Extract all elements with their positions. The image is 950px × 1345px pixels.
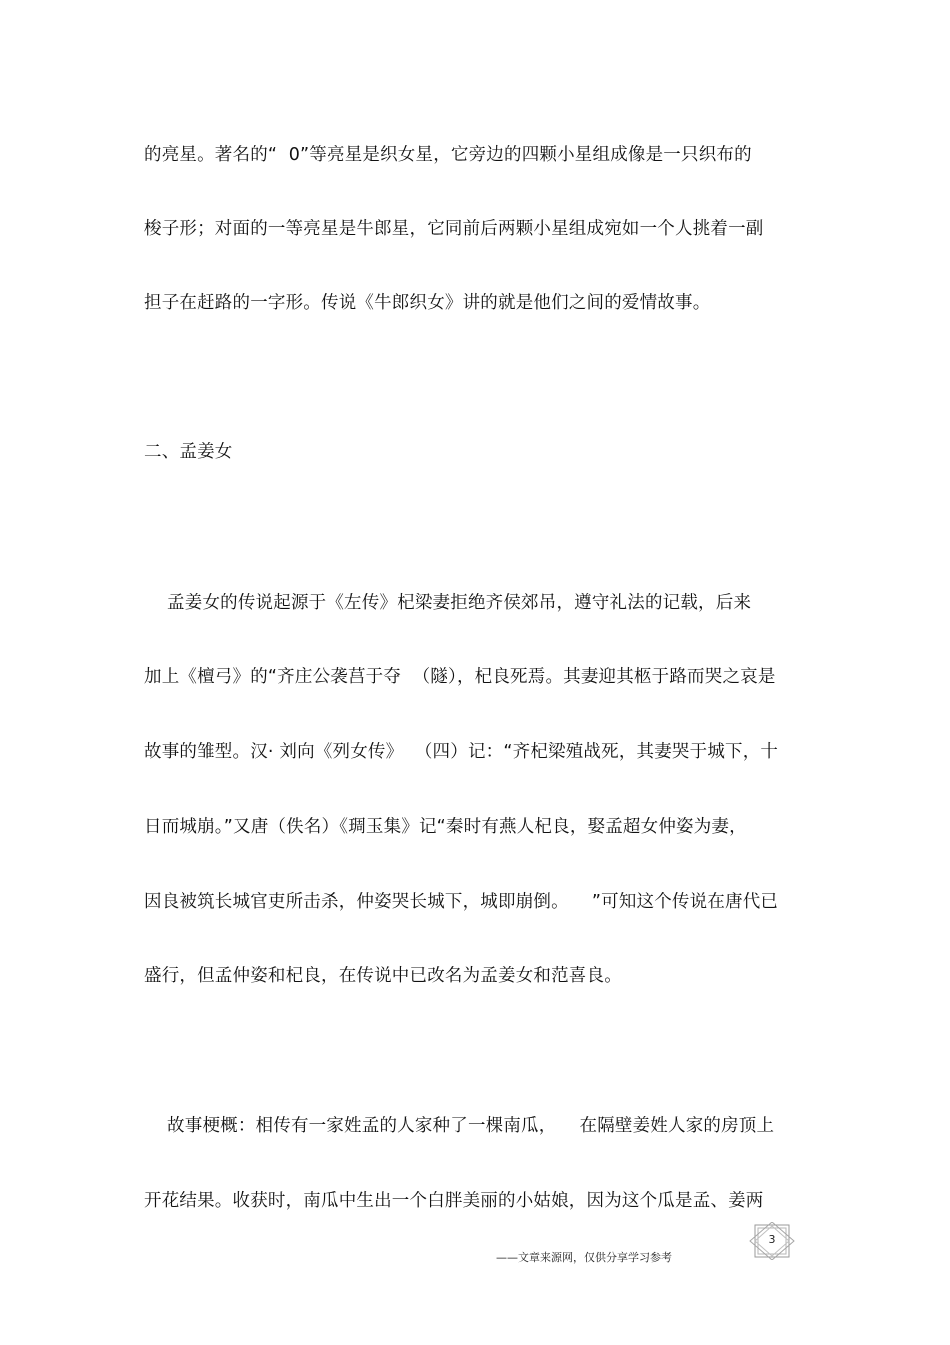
paragraph-line: 梭子形；对面的一等亮星是牛郎星，它同前后两颗小星组成宛如一个人挑着一副 (144, 219, 764, 239)
paragraph-line: 故事梗概：相传有一家姓孟的人家种了一棵南瓜， 在隔壁姜姓人家的房顶上 (144, 1116, 775, 1136)
paragraph-line: 孟姜女的传说起源于《左传》杞梁妻拒绝齐侯郊吊，遵守礼法的记载，后来 (144, 593, 752, 613)
paragraph-line: 开花结果。收获时，南瓜中生出一个白胖美丽的小姑娘，因为这个瓜是孟、姜两 (144, 1191, 764, 1211)
page-number: 3 (768, 1233, 776, 1246)
page-number-badge (748, 1222, 796, 1260)
paragraph-line: 盛行，但孟仲姿和杞良，在传说中已改名为孟姜女和范喜良。 (144, 966, 622, 986)
paragraph-line: 的亮星。著名的“ 0”等亮星是织女星，它旁边的四颗小星组成像是一只织布的 (144, 145, 752, 165)
section-heading: 二、孟姜女 (144, 442, 233, 462)
paragraph-line: 加上《檀弓》的“齐庄公袭莒于夺 （隧），杞良死焉。其妻迎其柩于路而哭之哀是 (144, 667, 776, 687)
footer-source-note: ——文章来源网，仅供分享学习参考 (496, 1251, 672, 1264)
paragraph-line: 故事的雏型。汉· 刘向《列女传》 （四）记：“齐杞梁殖战死，其妻哭于城下，十 (144, 742, 779, 762)
paragraph-line: 日而城崩。”又唐（佚名）《琱玉集》记“秦时有燕人杞良，娶孟超女仲姿为妻， (144, 817, 747, 837)
paragraph-line: 担子在赶路的一字形。传说《牛郎织女》讲的就是他们之间的爱情故事。 (144, 293, 711, 313)
paragraph-line: 因良被筑长城官吏所击杀，仲姿哭长城下，城即崩倒。 ”可知这个传说在唐代已 (144, 892, 779, 912)
